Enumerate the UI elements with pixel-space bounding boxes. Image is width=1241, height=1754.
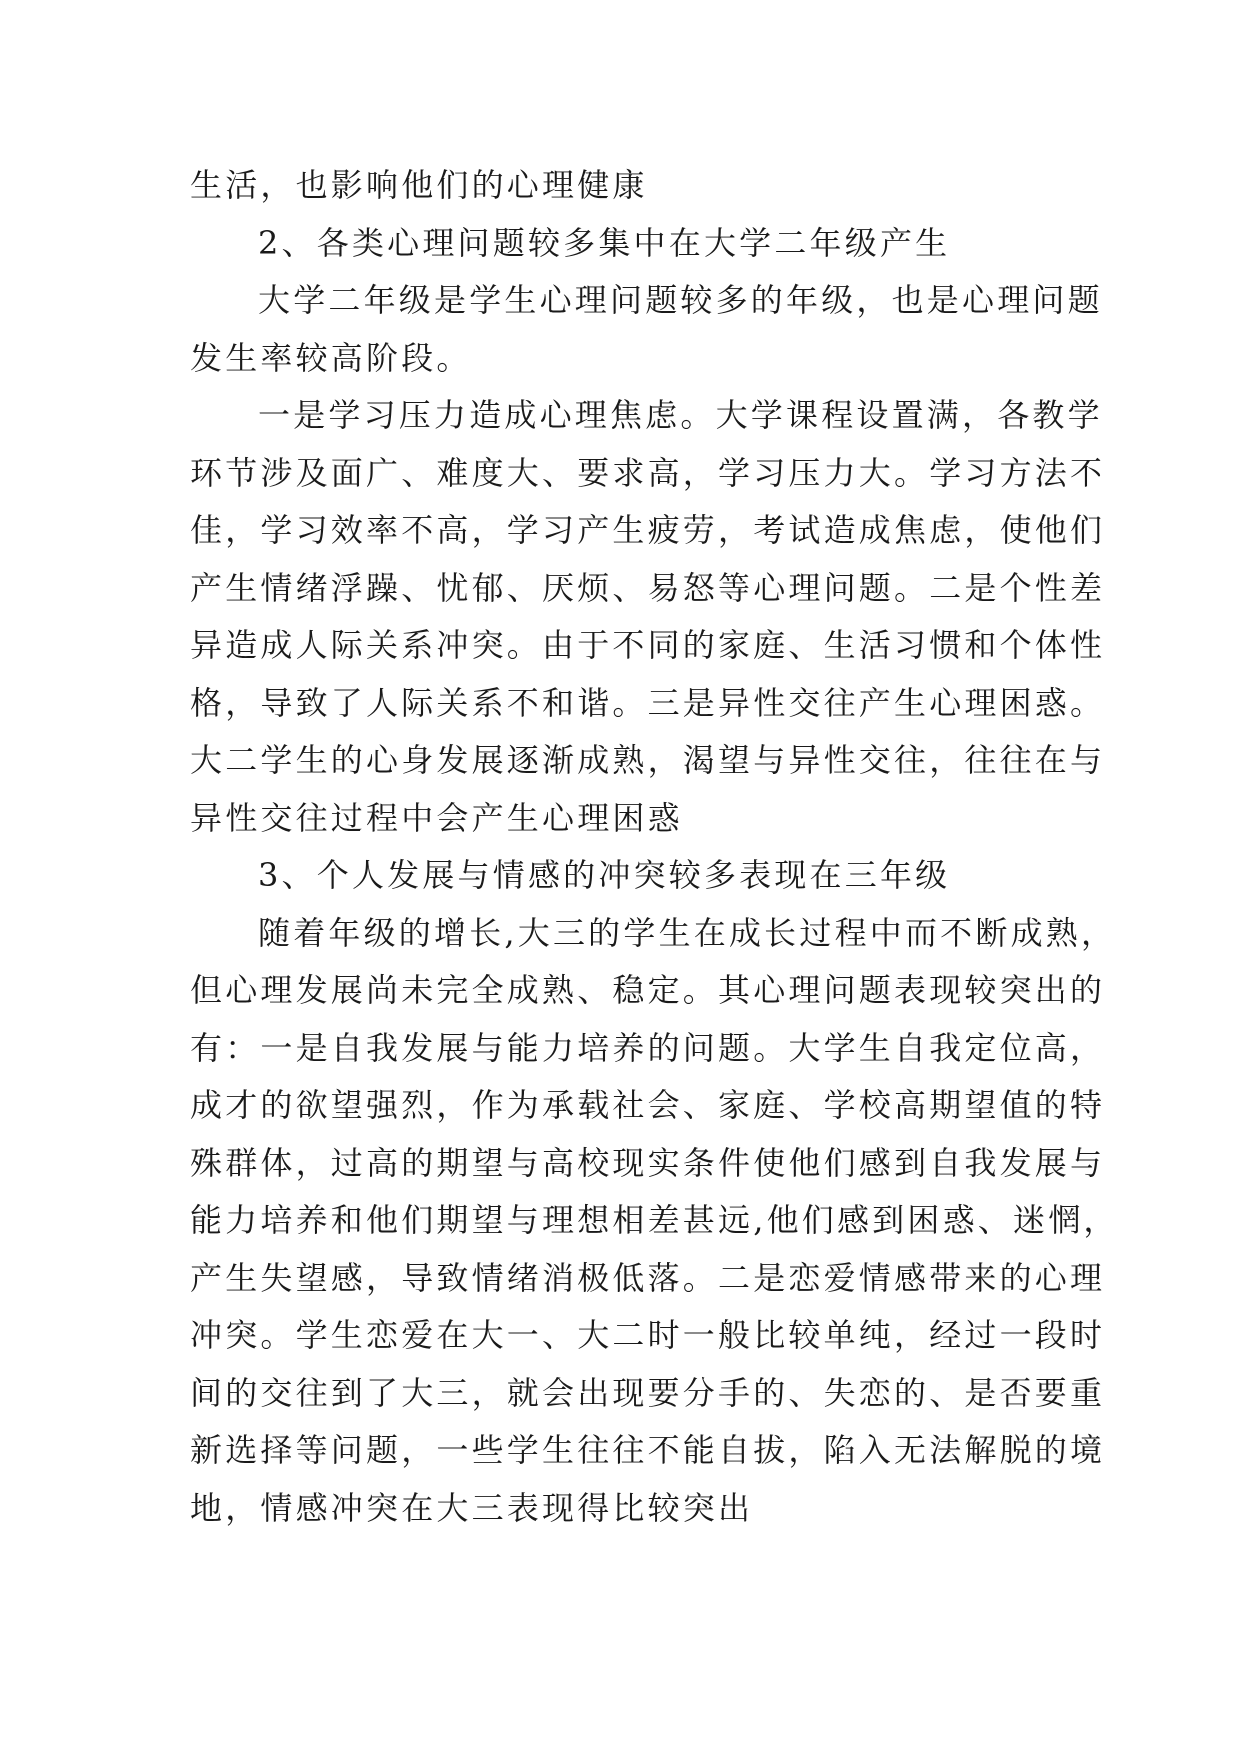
text-line: 发生率较高阶段。 — [190, 338, 472, 377]
text-line: 环节涉及面广、难度大、要求高，学习压力大。学习方法不 — [190, 453, 1106, 492]
text-line: 产生情绪浮躁、忧郁、厌烦、易怒等心理问题。二是个性差 — [190, 568, 1106, 607]
text-line: 能力培养和他们期望与理想相差甚远,他们感到困惑、迷惘， — [190, 1201, 1119, 1239]
text-line: 地，情感冲突在大三表现得比较突出 — [190, 1488, 754, 1527]
text-line: 格，导致了人际关系不和谐。三是异性交往产生心理困惑。 — [190, 683, 1106, 722]
text-line: 有：一是自我发展与能力培养的问题。大学生自我定位高， — [190, 1028, 1106, 1067]
text-line: 2、各类心理问题较多集中在大学二年级产生 — [258, 223, 951, 262]
text-line: 殊群体，过高的期望与高校现实条件使他们感到自我发展与 — [190, 1143, 1106, 1182]
text-line: 大二学生的心身发展逐渐成熟，渴望与异性交往，往往在与 — [190, 741, 1106, 779]
text-line: 3、个人发展与情感的冲突较多表现在三年级 — [258, 856, 951, 894]
text-line: 佳，学习效率不高，学习产生疲劳，考试造成焦虑，使他们 — [190, 511, 1106, 549]
text-line: 大学二年级是学生心理问题较多的年级，也是心理问题 — [258, 281, 1103, 319]
text-line: 新选择等问题，一些学生往往不能自拔，陷入无法解脱的境 — [190, 1431, 1106, 1469]
text-line: 但心理发展尚未完全成熟、稳定。其心理问题表现较突出的 — [190, 971, 1106, 1009]
text-line: 冲突。学生恋爱在大一、大二时一般比较单纯，经过一段时 — [190, 1316, 1106, 1354]
text-line: 异造成人际关系冲突。由于不同的家庭、生活习惯和个体性 — [190, 626, 1106, 664]
text-line: 随着年级的增长,大三的学生在成长过程中而不断成熟， — [258, 913, 1117, 952]
text-line: 一是学习压力造成心理焦虑。大学课程设置满，各教学 — [258, 396, 1103, 434]
text-line: 异性交往过程中会产生心理困惑 — [190, 798, 683, 837]
text-line: 生活，也影响他们的心理健康 — [190, 166, 648, 204]
text-line: 间的交往到了大三，就会出现要分手的、失恋的、是否要重 — [190, 1373, 1106, 1412]
text-line: 产生失望感，导致情绪消极低落。二是恋爱情感带来的心理 — [190, 1258, 1106, 1297]
body-text — [190, 157, 1119, 1537]
text-line: 成才的欲望强烈，作为承载社会、家庭、学校高期望值的特 — [190, 1086, 1106, 1124]
